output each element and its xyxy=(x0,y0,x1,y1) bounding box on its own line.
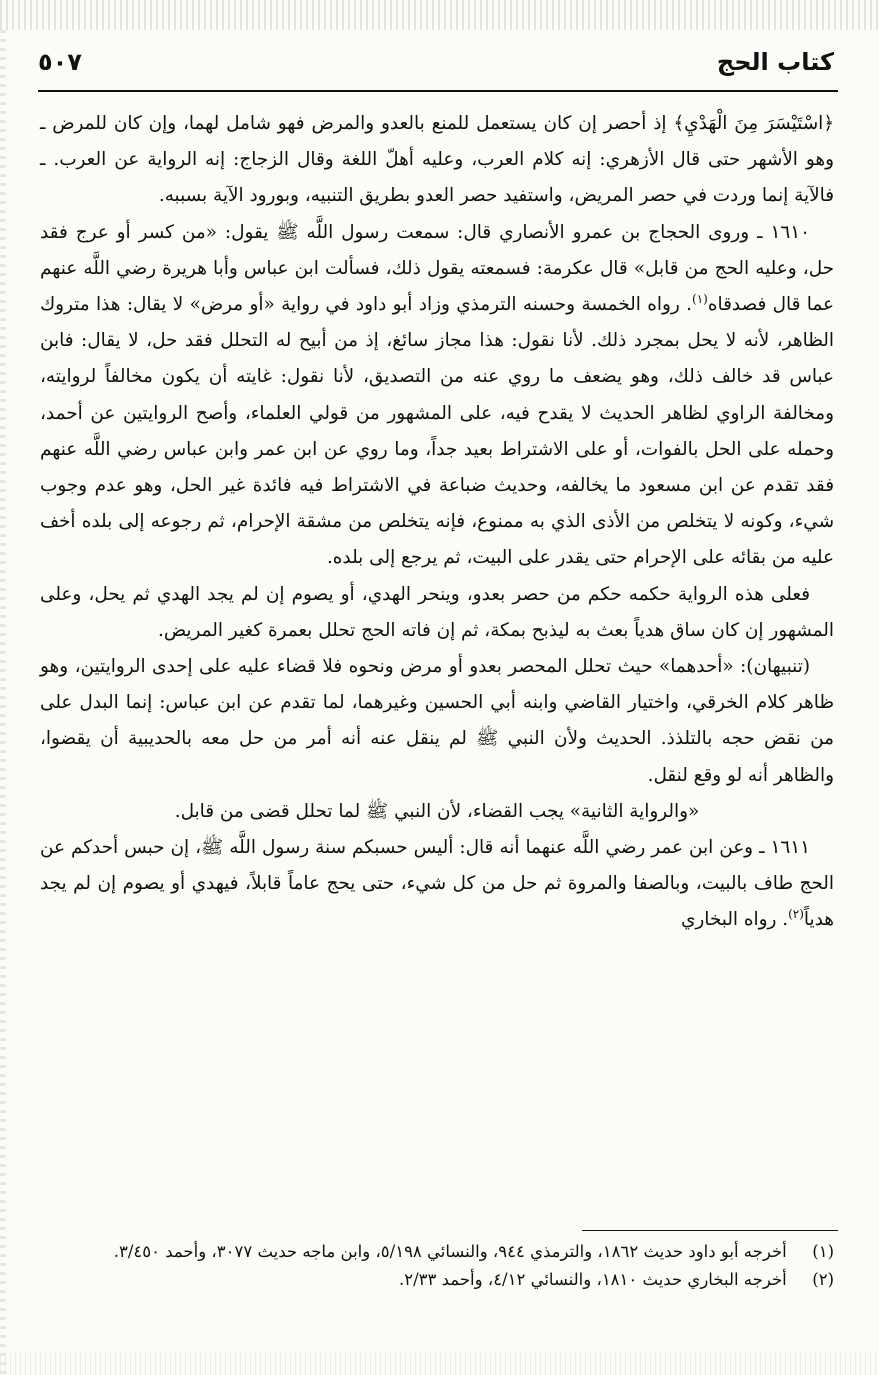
book-title: كتاب الحج xyxy=(716,48,834,76)
bottom-scan-edge xyxy=(0,1353,879,1375)
footnote-rule xyxy=(582,1230,838,1231)
page-header xyxy=(38,48,834,88)
main-text xyxy=(40,106,834,939)
footnote-text: أخرجه أبو داود حديث ١٨٦٢، والترمذي ٩٤٤، والنسائي ٥/١٩٨، وابن ماجه حديث ٣٠٧٧، وأحمد ٣/٤٥٠. xyxy=(113,1242,787,1261)
paragraph-text: . رواه الخمسة وحسنه الترمذي وزاد أبو داود في رواية «أو مرض» لا يقال: هذا متروك الظاهر، لأنه لا يحل بمجرد ذلك. لأنا نقول: هذا مجاز سائغ، إذ من أبيح له التحلل فقد حل، لا يقال: فابن عباس قد خالف ذلك، وهو يضعف ما روي عنه من التصديق، لأنا نقول: غايته أن يكون مخالفاً لروايته، ومخالفة الراوي لظاهر الحديث لا يقدح فيه، على المشهور من قولي العلماء، وأصح الروايتين عن أحمد، وحمله على الحل بالفوات، أو على الاشتراط بعيد جداً، وما روي عن ابن عمر وابن عباس رضي اللَّه عنهم فقد تقدم عن ابن مسعود ما يخالفه، وحديث ضباعة في الاشتراط فيه فائدة غير الحل، وهو عدم وجوب شيء، وكونه لا يتخلص من الأذى الذي به ممنوع، فإنه يتخلص من مشقة الإحرام، ثم رجوعه إلى بلده أخف عليه من بقائه على الإحرام حتى يقدر على البيت، ثم يرجع إلى بلده. xyxy=(40,294,834,569)
footnotes xyxy=(40,1238,834,1294)
paragraph-text: ١٦١٠ ـ وروى الحجاج بن عمرو الأنصاري قال: سمعت رسول اللَّه ﷺ يقول: «من كسر أو عرج فقد حل، وعليه الحج من قابل» قال عكرمة: فسمعته يقول ذلك، فسألت ابن عباس وأبا هريرة رضي اللَّه عنهم عما قال فصدقاه xyxy=(40,221,834,316)
paragraph-hady xyxy=(40,106,834,215)
paragraph-hadith-1611 xyxy=(40,830,834,939)
footnote-mark-1: (١) xyxy=(692,291,708,306)
paragraph-text: ١٦١١ ـ وعن ابن عمر رضي اللَّه عنهما أنه قال: أليس حسبكم سنة رسول اللَّه ﷺ، إن حبس أحدكم عن الحج طاف بالبيت، وبالصفا والمروة ثم حل من كل شيء، حتى يحج عاماً قابلاً، فيهدي أو يصوم إن لم يجد هدياً xyxy=(40,837,834,931)
paragraph-text: ﴿اسْتَيْسَرَ مِنَ الْهَدْيِ﴾ إذ أحصر إن كان يستعمل للمنع بالعدو والمرض فهو شامل لهما، وإن كان للمرض ـ وهو الأشهر حتى قال الأزهري: إنه كلام العرب، وعليه أهلّ اللغة وقال الزجاج: إنه الرواية عن العرب. ـ فالآية إنما وردت في حصر المريض، واستفيد حصر العدو بطريق التنبيه، وبورود الآية بسببه. xyxy=(40,113,834,207)
paragraph-text: «والرواية الثانية» يجب القضاء، لأن النبي ﷺ لما تحلل قضى من قابل. xyxy=(174,800,700,822)
footnote-number: (٢) xyxy=(812,1270,834,1289)
paragraph-text: فعلى هذه الرواية حكمه حكم من حصر بعدو، وينحر الهدي، أو يصوم إن لم يجد الهدي ثم يحل، وعلى المشهور إن كان ساق هدياً بعث به ليذبح بمكة، ثم إن فاته الحج تحلل بعمرة كغير المريض. xyxy=(40,583,834,641)
paragraph-second-narration xyxy=(40,794,834,830)
footnote-1 xyxy=(40,1238,834,1266)
top-ornament-border xyxy=(0,0,879,30)
paragraph-text: . رواه البخاري xyxy=(681,909,789,931)
paragraph-notes xyxy=(40,649,834,794)
paragraph-hadith-1610 xyxy=(40,215,834,577)
header-rule xyxy=(38,90,838,92)
page-number: ٥٠٧ xyxy=(38,48,82,76)
footnote-2 xyxy=(40,1266,834,1294)
left-scan-edge xyxy=(0,30,6,1375)
footnote-mark-2: (٢) xyxy=(788,907,804,922)
paragraph-text: (تنبيهان): «أحدهما» حيث تحلل المحصر بعدو أو مرض ونحوه فلا قضاء عليه على إحدى الروايتين، وهو ظاهر كلام الخرقي، واختيار القاضي وابنه أبي الحسين وغيرهما، لما تقدم عن ابن عباس: إنما البدل على من نقض حجه بالتلذذ. الحديث ولأن النبي ﷺ لم ينقل عنه أنه أمر من حل معه بالحديبية أن يقضوا، والظاهر أنه لو وقع لنقل. xyxy=(40,656,834,786)
paragraph-ruling xyxy=(40,577,834,649)
footnote-text: أخرجه البخاري حديث ١٨١٠، والنسائي ٤/١٢، وأحمد ٢/٣٣. xyxy=(399,1270,787,1289)
footnote-number: (١) xyxy=(812,1242,834,1261)
